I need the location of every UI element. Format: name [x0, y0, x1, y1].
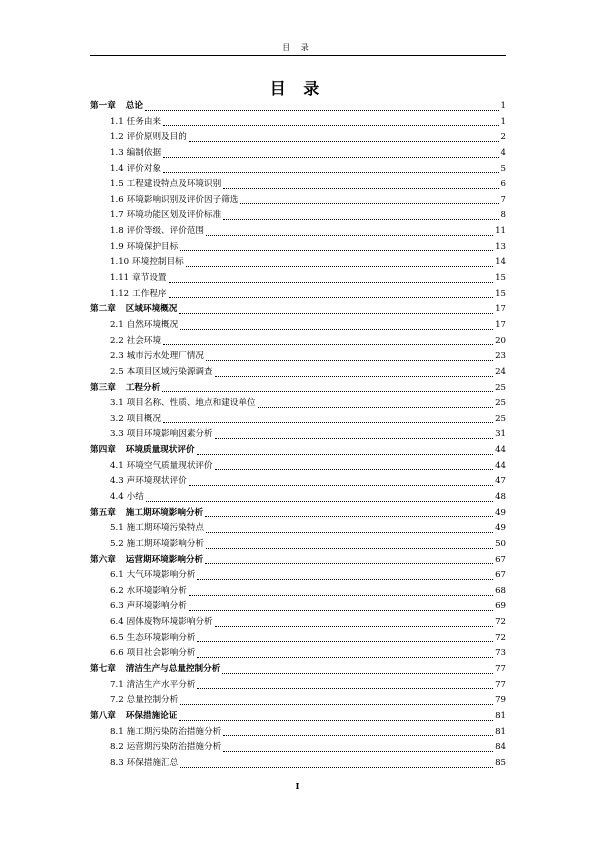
- dot-leader: [197, 688, 493, 689]
- toc-section-entry[interactable]: [90, 193, 506, 209]
- entry-number: 第五章: [90, 507, 116, 518]
- dot-leader: [222, 673, 493, 674]
- toc-chapter-entry[interactable]: [90, 443, 506, 459]
- dot-leader: [180, 767, 493, 768]
- entry-number: 6.6: [110, 648, 124, 659]
- entry-page-number: 23: [495, 351, 506, 362]
- toc-section-entry[interactable]: [90, 678, 506, 694]
- toc-section-entry[interactable]: [90, 521, 506, 537]
- entry-number: 1.6: [110, 194, 124, 205]
- entry-page-number: 73: [495, 648, 506, 659]
- entry-page-number: 68: [495, 585, 506, 596]
- dot-leader: [258, 407, 493, 408]
- entry-number: 4.3: [110, 476, 124, 487]
- entry-number: 8.2: [110, 742, 124, 753]
- toc-section-entry[interactable]: [90, 600, 506, 616]
- entry-title: 环境控制目标: [132, 257, 184, 268]
- toc-section-entry[interactable]: [90, 162, 506, 178]
- entry-number: 1.7: [110, 210, 124, 221]
- entry-title: 声环境影响分析: [126, 601, 187, 612]
- entry-page-number: 81: [495, 726, 506, 737]
- entry-page-number: 84: [495, 742, 506, 753]
- header-rule: [90, 55, 506, 56]
- entry-page-number: 79: [495, 695, 506, 706]
- dot-leader: [163, 344, 493, 345]
- entry-number: 1.10: [110, 257, 130, 268]
- entry-title: 固体废物环境影响分析: [126, 617, 213, 628]
- toc-section-entry[interactable]: [90, 412, 506, 428]
- entry-title: 项目环境影响因素分析: [126, 429, 213, 440]
- entry-number: 1.2: [110, 132, 124, 143]
- entry-number: 8.3: [110, 757, 124, 768]
- entry-title: 清洁生产水平分析: [126, 679, 196, 690]
- entry-page-number: 8: [500, 210, 506, 221]
- toc-chapter-entry[interactable]: [90, 302, 506, 318]
- entry-page-number: 67: [495, 554, 506, 565]
- entry-title: 环境质量现状评价: [125, 445, 195, 456]
- toc-section-entry[interactable]: [90, 208, 506, 224]
- toc-section-entry[interactable]: [90, 177, 506, 193]
- dot-leader: [197, 657, 493, 658]
- dot-leader: [145, 110, 499, 111]
- dot-leader: [197, 579, 493, 580]
- page-number: I: [295, 781, 300, 791]
- entry-title: 环境空气质量现状评价: [126, 460, 213, 471]
- entry-page-number: 14: [495, 257, 506, 268]
- page-title: 目 录: [269, 79, 326, 98]
- entry-page-number: 13: [495, 241, 506, 252]
- entry-number: 8.1: [110, 726, 124, 737]
- dot-leader: [223, 751, 493, 752]
- toc-section-entry[interactable]: [90, 271, 506, 287]
- dot-leader: [179, 313, 493, 314]
- entry-title: 工程建设特点及环境识别: [126, 179, 222, 190]
- toc-section-entry[interactable]: [90, 459, 506, 475]
- toc-section-entry[interactable]: [90, 318, 506, 334]
- toc-list: [90, 99, 506, 772]
- dot-leader: [162, 391, 493, 392]
- entry-number: 6.5: [110, 632, 124, 643]
- toc-section-entry[interactable]: [90, 490, 506, 506]
- entry-title: 环保措施汇总: [126, 757, 179, 768]
- dot-leader: [163, 422, 493, 423]
- entry-page-number: 15: [495, 273, 506, 284]
- toc-section-entry[interactable]: [90, 334, 506, 350]
- entry-page-number: 5: [500, 163, 506, 174]
- entry-number: 6.1: [110, 570, 124, 581]
- entry-page-number: 47: [495, 476, 506, 487]
- toc-section-entry[interactable]: [90, 287, 506, 303]
- dot-leader: [223, 735, 493, 736]
- entry-title: 区域环境概况: [125, 304, 178, 315]
- entry-title: 环境影响识别及评价因子筛选: [126, 194, 239, 205]
- entry-title: 社会环境: [126, 335, 162, 346]
- entry-number: 7.1: [110, 679, 124, 690]
- entry-number: 7.2: [110, 695, 124, 706]
- toc-section-entry[interactable]: [90, 537, 506, 553]
- entry-title: 施工期环境影响分析: [126, 538, 205, 549]
- entry-number: 6.2: [110, 585, 124, 596]
- entry-number: 第四章: [90, 445, 116, 456]
- dot-leader: [189, 595, 493, 596]
- entry-number: 第二章: [90, 304, 116, 315]
- entry-title: 项目名称、性质、地点和建设单位: [126, 398, 256, 409]
- entry-page-number: 77: [495, 664, 506, 675]
- toc-section-entry[interactable]: [90, 255, 506, 271]
- entry-page-number: 44: [495, 460, 506, 471]
- entry-number: 2.2: [110, 335, 124, 346]
- dot-leader: [206, 360, 493, 361]
- dot-leader: [163, 157, 498, 158]
- entry-page-number: 49: [495, 507, 506, 518]
- entry-number: 1.8: [110, 226, 124, 237]
- entry-number: 2.5: [110, 366, 124, 377]
- dot-leader: [197, 454, 494, 455]
- dot-leader: [197, 641, 493, 642]
- dot-leader: [180, 704, 493, 705]
- dot-leader: [179, 720, 493, 721]
- entry-number: 6.4: [110, 617, 124, 628]
- dot-leader: [206, 235, 493, 236]
- entry-page-number: 85: [495, 757, 506, 768]
- dot-leader: [169, 282, 494, 283]
- dot-leader: [215, 469, 493, 470]
- dot-leader: [223, 188, 498, 189]
- dot-leader: [180, 329, 493, 330]
- dot-leader: [180, 250, 493, 251]
- dot-leader: [205, 563, 493, 564]
- entry-page-number: 20: [495, 335, 506, 346]
- entry-page-number: 48: [495, 492, 506, 502]
- entry-page-number: 81: [495, 710, 506, 721]
- entry-page-number: 15: [495, 288, 506, 299]
- entry-title: 总论: [125, 100, 143, 111]
- toc-section-entry[interactable]: [90, 130, 506, 146]
- entry-title: 工作程序: [132, 288, 167, 299]
- entry-title: 小结: [126, 492, 144, 502]
- entry-page-number: 50: [495, 538, 506, 549]
- toc-section-entry[interactable]: [90, 615, 506, 631]
- toc-section-entry[interactable]: [90, 427, 506, 443]
- entry-number: 第七章: [90, 664, 116, 675]
- entry-title: 总量控制分析: [126, 695, 179, 706]
- entry-number: 1.4: [110, 163, 124, 174]
- entry-page-number: 17: [495, 319, 506, 330]
- entry-page-number: 49: [495, 523, 506, 534]
- toc-chapter-entry[interactable]: [90, 553, 506, 569]
- entry-title: 任务由来: [126, 116, 162, 127]
- entry-title: 清洁生产与总量控制分析: [125, 664, 221, 675]
- entry-number: 3.3: [110, 429, 124, 440]
- entry-number: 2.1: [110, 319, 124, 330]
- entry-title: 运营期污染防治措施分析: [126, 742, 222, 753]
- entry-page-number: 24: [495, 366, 506, 377]
- entry-title: 本项目区域污染源调查: [126, 366, 213, 377]
- entry-page-number: 44: [495, 445, 506, 456]
- toc-chapter-entry[interactable]: [90, 506, 506, 522]
- entry-page-number: 72: [495, 632, 506, 643]
- dot-leader: [163, 125, 498, 126]
- entry-number: 第八章: [90, 710, 116, 721]
- entry-number: 1.1: [110, 116, 124, 127]
- dot-leader: [215, 438, 493, 439]
- entry-page-number: 31: [495, 429, 506, 440]
- entry-page-number: 6: [500, 179, 506, 190]
- entry-number: 1.12: [110, 288, 130, 299]
- toc-section-entry[interactable]: [90, 365, 506, 381]
- entry-page-number: 77: [495, 679, 506, 690]
- entry-title: 施工期污染防治措施分析: [126, 726, 222, 737]
- entry-number: 1.3: [110, 147, 124, 158]
- entry-number: 第三章: [90, 382, 116, 393]
- toc-section-entry[interactable]: [90, 115, 506, 131]
- dot-leader: [206, 548, 493, 549]
- toc-section-entry[interactable]: [90, 396, 506, 412]
- entry-title: 评价对象: [126, 163, 162, 174]
- entry-title: 环境保护目标: [126, 241, 179, 252]
- entry-page-number: 67: [495, 570, 506, 581]
- entry-page-number: 2: [500, 132, 506, 143]
- toc-chapter-entry[interactable]: [90, 381, 506, 397]
- toc-section-entry[interactable]: [90, 646, 506, 662]
- toc-section-entry[interactable]: [90, 240, 506, 256]
- toc-section-entry[interactable]: [90, 568, 506, 584]
- entry-title: 施工期环境影响分析: [125, 507, 204, 518]
- entry-title: 评价等级、评价范围: [126, 226, 205, 237]
- entry-page-number: 72: [495, 617, 506, 628]
- entry-title: 章节设置: [132, 273, 167, 284]
- entry-title: 项目概况: [126, 413, 162, 424]
- entry-number: 5.2: [110, 538, 124, 549]
- entry-number: 1.5: [110, 179, 124, 190]
- toc-section-entry[interactable]: [90, 725, 506, 741]
- entry-number: 2.3: [110, 351, 124, 362]
- dot-leader: [215, 376, 493, 377]
- running-header: 目 录: [282, 43, 313, 52]
- entry-page-number: 25: [495, 413, 506, 424]
- entry-number: 4.4: [110, 492, 124, 502]
- entry-number: 1.11: [110, 273, 130, 284]
- entry-title: 城市污水处理厂情况: [126, 351, 205, 362]
- entry-page-number: 11: [495, 226, 506, 237]
- entry-number: 3.1: [110, 398, 124, 409]
- dot-leader: [189, 485, 493, 486]
- entry-title: 工程分析: [125, 382, 161, 393]
- entry-page-number: 7: [500, 194, 506, 205]
- entry-page-number: 25: [495, 382, 506, 393]
- entry-number: 5.1: [110, 523, 124, 534]
- entry-page-number: 1: [500, 116, 506, 127]
- dot-leader: [206, 532, 493, 533]
- entry-number: 第一章: [90, 100, 116, 111]
- entry-title: 施工期环境污染特点: [126, 523, 205, 534]
- entry-number: 第六章: [90, 554, 116, 565]
- dot-leader: [186, 266, 493, 267]
- toc-chapter-entry[interactable]: [90, 662, 506, 678]
- dot-leader: [189, 610, 493, 611]
- toc-section-entry[interactable]: [90, 693, 506, 709]
- dot-leader: [163, 172, 498, 173]
- entry-title: 环境功能区划及评价标准: [126, 210, 222, 221]
- entry-title: 项目社会影响分析: [126, 648, 196, 659]
- entry-page-number: 17: [495, 304, 506, 315]
- dot-leader: [169, 297, 494, 298]
- toc-chapter-entry[interactable]: [90, 99, 506, 115]
- toc-section-entry[interactable]: [90, 224, 506, 240]
- entry-page-number: 25: [495, 398, 506, 409]
- entry-page-number: 1: [500, 100, 506, 111]
- entry-page-number: 69: [495, 601, 506, 612]
- dot-leader: [205, 516, 493, 517]
- entry-number: 3.2: [110, 413, 124, 424]
- toc-section-entry[interactable]: [90, 474, 506, 490]
- dot-leader: [240, 203, 498, 204]
- entry-number: 6.3: [110, 601, 124, 612]
- toc-section-entry[interactable]: [90, 584, 506, 600]
- entry-title: 自然环境概况: [126, 319, 179, 330]
- entry-title: 水环境影响分析: [126, 585, 187, 596]
- entry-title: 声环境现状评价: [126, 476, 187, 487]
- entry-title: 生态环境影响分析: [126, 632, 196, 643]
- toc-section-entry[interactable]: [90, 349, 506, 365]
- entry-title: 环保措施论证: [125, 710, 178, 721]
- dot-leader: [223, 219, 498, 220]
- toc-section-entry[interactable]: [90, 146, 506, 162]
- entry-title: 编制依据: [126, 147, 162, 158]
- entry-title: 大气环境影响分析: [126, 570, 196, 581]
- dot-leader: [215, 626, 493, 627]
- dot-leader: [189, 141, 499, 142]
- entry-page-number: 4: [500, 147, 506, 158]
- entry-title: 评价原则及目的: [126, 132, 187, 143]
- toc-section-entry[interactable]: [90, 756, 506, 772]
- dot-leader: [146, 501, 493, 502]
- toc-chapter-entry[interactable]: [90, 709, 506, 725]
- toc-section-entry[interactable]: [90, 740, 506, 756]
- entry-title: 运营期环境影响分析: [125, 554, 204, 565]
- entry-number: 4.1: [110, 460, 124, 471]
- entry-number: 1.9: [110, 241, 124, 252]
- toc-section-entry[interactable]: [90, 631, 506, 647]
